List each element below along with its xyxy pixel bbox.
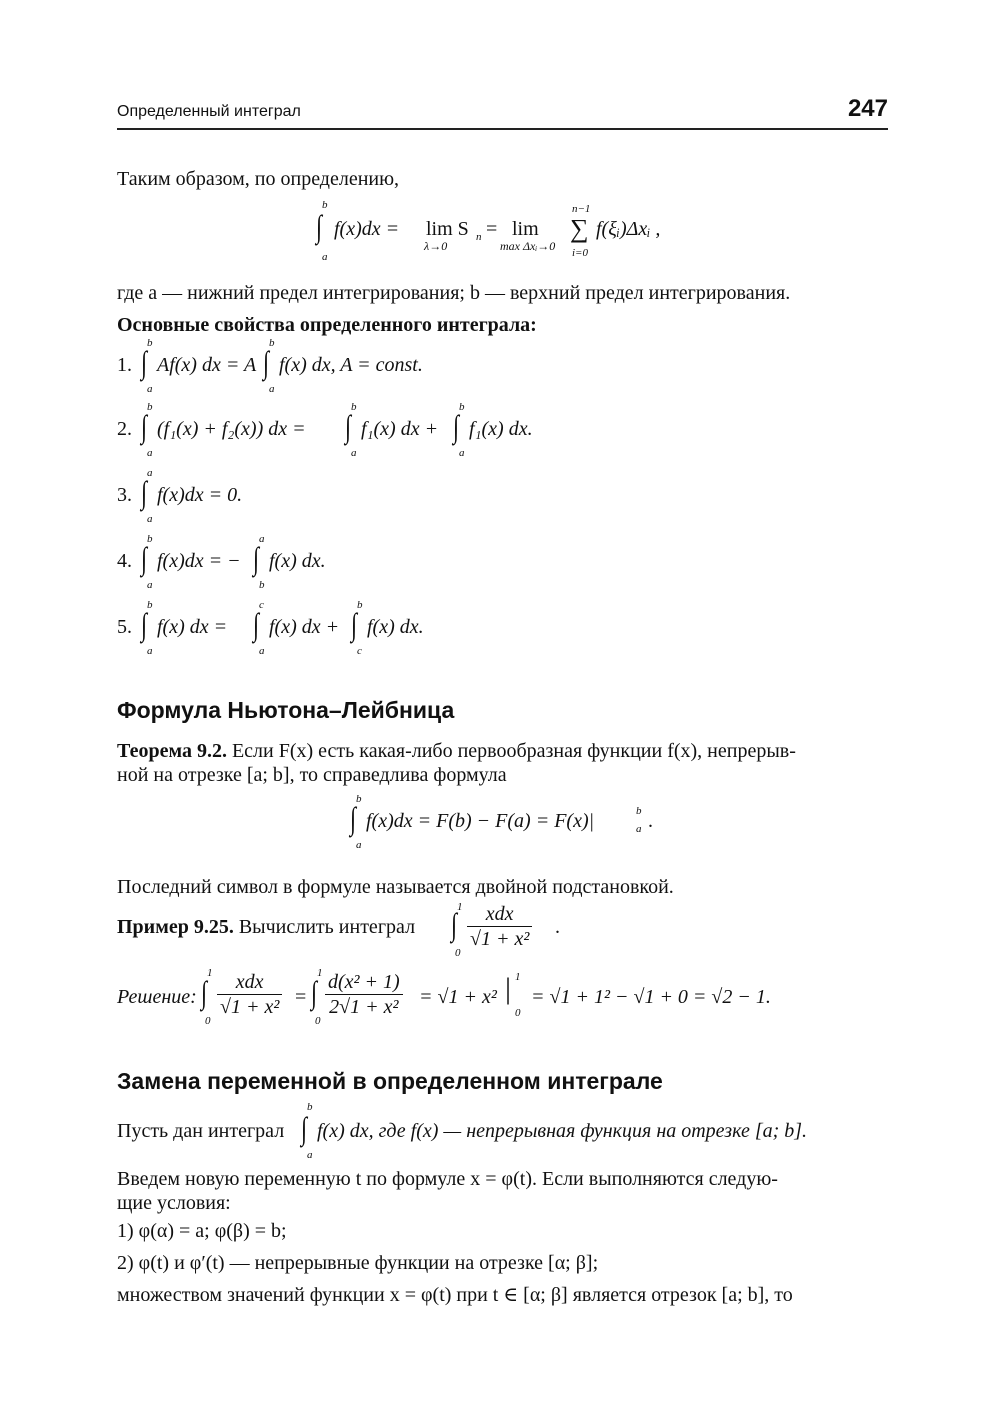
sum-upper: n−1 — [572, 203, 591, 215]
lim1-under: λ→0 — [424, 239, 448, 253]
int-upper: b — [322, 199, 328, 211]
int-upper: b — [147, 337, 153, 349]
integral-sign: ∫ — [141, 344, 148, 381]
property-3 — [117, 468, 417, 530]
int-lower: 0 — [315, 1015, 321, 1027]
intro-text: Таким образом, по определению, — [117, 168, 400, 190]
property-text: f(x)dx = 0. — [157, 484, 243, 506]
int-lower: a — [307, 1149, 313, 1161]
int-lower: 0 — [205, 1015, 211, 1027]
int-lower: a — [147, 513, 153, 525]
example-line — [117, 900, 617, 960]
properties-heading: Основные свойства определенного интеграла: — [117, 314, 537, 336]
newton-leibniz-formula — [350, 794, 690, 856]
int-upper: 1 — [457, 901, 463, 913]
property-number: 2. — [117, 418, 132, 440]
lim1: lim S — [426, 218, 469, 240]
property-text-2: f(x) dx, A = const. — [279, 354, 423, 376]
condition-2: 2) φ(t) и φ′(t) — непрерывные функции на отрезке [α; β]; — [117, 1252, 599, 1274]
int-upper: 1 — [317, 967, 323, 979]
int-upper: a — [147, 467, 153, 479]
substitution-line-3: щие условия: — [117, 1192, 231, 1214]
fraction-numerator: xdx — [467, 902, 532, 927]
int-upper: c — [259, 599, 264, 611]
theorem-line-2: ной на отрезке [a; b], то справедлива формула — [117, 764, 507, 786]
int-upper: b — [356, 793, 362, 805]
property-text: Af(x) dx = A — [157, 354, 257, 376]
int-upper: b — [357, 599, 363, 611]
running-title: Определенный интеграл — [117, 103, 301, 120]
property-number: 3. — [117, 484, 132, 506]
property-text-2: f(x) dx + — [269, 616, 340, 638]
property-1 — [117, 338, 617, 400]
property-text-2: f(x) dx. — [269, 550, 326, 572]
integral-sign: ∫ — [350, 800, 357, 837]
integral-sign: ∫ — [453, 408, 460, 445]
int-lower: a — [356, 839, 362, 851]
property-2 — [117, 402, 677, 464]
integral-sign: ∫ — [301, 1110, 308, 1147]
integral-sign: ∫ — [311, 974, 318, 1011]
fraction-denominator: √1 + x² — [470, 928, 530, 950]
example-text: Вычислить интеграл — [233, 916, 416, 938]
double-substitution-note: Последний символ в формуле называется двойной подстановкой. — [117, 876, 674, 898]
condition-1: 1) φ(α) = a; φ(β) = b; — [117, 1220, 287, 1242]
fraction-denominator: 2√1 + x² — [329, 996, 399, 1018]
property-5 — [117, 600, 577, 662]
example-dot: . — [555, 916, 560, 938]
nl-formula-text: f(x)dx = F(b) − F(a) = F(x)| — [366, 810, 595, 832]
substitution-line-1 — [117, 1100, 897, 1162]
int-lower: a — [351, 447, 357, 459]
int-upper: a — [259, 533, 265, 545]
property-text: f(x) dx = — [157, 616, 228, 638]
limits-text: где a — нижний предел интегрирования; b — верхний предел интегрирования. — [117, 282, 791, 304]
substitution-bar: | — [505, 972, 512, 1005]
solution-line — [117, 966, 797, 1030]
example-label: Пример 9.25. — [117, 916, 234, 938]
integral-sign: ∫ — [345, 408, 352, 445]
substitution-line-2: Введем новую переменную t по формуле x = φ(t). Если выполняются следую- — [117, 1168, 778, 1190]
integral-sign: ∫ — [141, 474, 148, 511]
int-lower: c — [357, 645, 362, 657]
integral-sign: ∫ — [451, 906, 458, 943]
int-upper: b — [351, 401, 357, 413]
theorem-label: Теорема 9.2. — [117, 740, 227, 762]
integral-sign: ∫ — [351, 606, 358, 643]
theorem-text: Если F(x) есть какая-либо первообразная функции f(x), непрерыв- — [226, 740, 796, 762]
subst-upper: b — [636, 805, 642, 817]
int-lower: a — [147, 579, 153, 591]
line1-start: Пусть дан интеграл — [117, 1120, 285, 1142]
sum-body: f(ξᵢ)Δxᵢ , — [596, 218, 661, 240]
property-text-2: f₁(x) dx + — [361, 418, 439, 440]
int-upper: b — [459, 401, 465, 413]
integral-sign: ∫ — [316, 208, 323, 245]
section-heading-substitution: Замена переменной в определенном интеграле — [117, 1068, 663, 1094]
int-upper: b — [147, 533, 153, 545]
header-rule — [117, 128, 888, 130]
int-lower: a — [147, 383, 153, 395]
lim1-sub: n — [476, 231, 482, 243]
property-text-3: f₁(x) dx. — [469, 418, 533, 440]
property-text: f(x)dx = − — [157, 550, 241, 572]
integral-sign: ∫ — [141, 606, 148, 643]
int-lower: a — [147, 645, 153, 657]
substitution-last-line: множеством значений функции x = φ(t) при t ∈ [α; β] является отрезок [a; b], то — [117, 1284, 793, 1306]
example-fraction — [467, 902, 532, 951]
page-number: 247 — [847, 95, 888, 122]
line1-end: f(x) dx, где f(x) — непрерывная функция на отрезке [a; b]. — [317, 1120, 808, 1142]
solution-label: Решение: — [117, 986, 197, 1008]
subst-upper: 1 — [515, 971, 521, 983]
example-intro — [117, 916, 415, 939]
integral-sign: ∫ — [201, 974, 208, 1011]
solution-fraction-1 — [217, 970, 282, 1019]
fraction-numerator: d(x² + 1) — [325, 970, 403, 995]
property-number: 4. — [117, 550, 132, 572]
solution-result: = √1 + 1² − √1 + 0 = √2 − 1. — [531, 986, 771, 1008]
def-lhs: f(x)dx = — [334, 218, 400, 240]
property-text: (f₁(x) + f₂(x)) dx = — [157, 418, 306, 440]
theorem-line-1 — [117, 738, 892, 764]
int-lower: a — [259, 645, 265, 657]
solution-antiderivative: = √1 + x² — [419, 986, 497, 1008]
eq2: = — [486, 218, 498, 240]
property-text-3: f(x) dx. — [367, 616, 424, 638]
int-lower: a — [269, 383, 275, 395]
section-heading-newton: Формула Ньютона–Лейбница — [117, 697, 455, 723]
int-upper: 1 — [207, 967, 213, 979]
integral-sign: ∫ — [141, 408, 148, 445]
sum-lower: i=0 — [572, 247, 588, 259]
fraction-denominator: √1 + x² — [220, 996, 280, 1018]
int-lower: 0 — [455, 947, 461, 959]
int-upper: b — [147, 599, 153, 611]
equals-sign: = — [295, 986, 307, 1008]
subst-lower: 0 — [515, 1007, 521, 1019]
subst-lower: a — [636, 823, 642, 835]
int-lower: b — [259, 579, 265, 591]
lim2-under: max Δxᵢ→0 — [500, 239, 556, 253]
int-lower: a — [147, 447, 153, 459]
sum-sign: ∑ — [570, 214, 589, 243]
integral-sign: ∫ — [253, 540, 260, 577]
integral-sign: ∫ — [263, 344, 270, 381]
int-upper: b — [147, 401, 153, 413]
property-number: 1. — [117, 354, 132, 376]
integral-sign: ∫ — [253, 606, 260, 643]
property-4 — [117, 534, 517, 596]
integral-sign: ∫ — [141, 540, 148, 577]
lim2: lim — [512, 218, 539, 240]
int-lower: a — [459, 447, 465, 459]
formula-dot: . — [648, 810, 653, 832]
solution-fraction-2 — [325, 970, 403, 1019]
definition-formula — [316, 200, 716, 270]
property-number: 5. — [117, 616, 132, 638]
int-lower: a — [322, 251, 328, 263]
fraction-numerator: xdx — [217, 970, 282, 995]
int-upper: b — [307, 1101, 313, 1113]
int-upper: b — [269, 337, 275, 349]
